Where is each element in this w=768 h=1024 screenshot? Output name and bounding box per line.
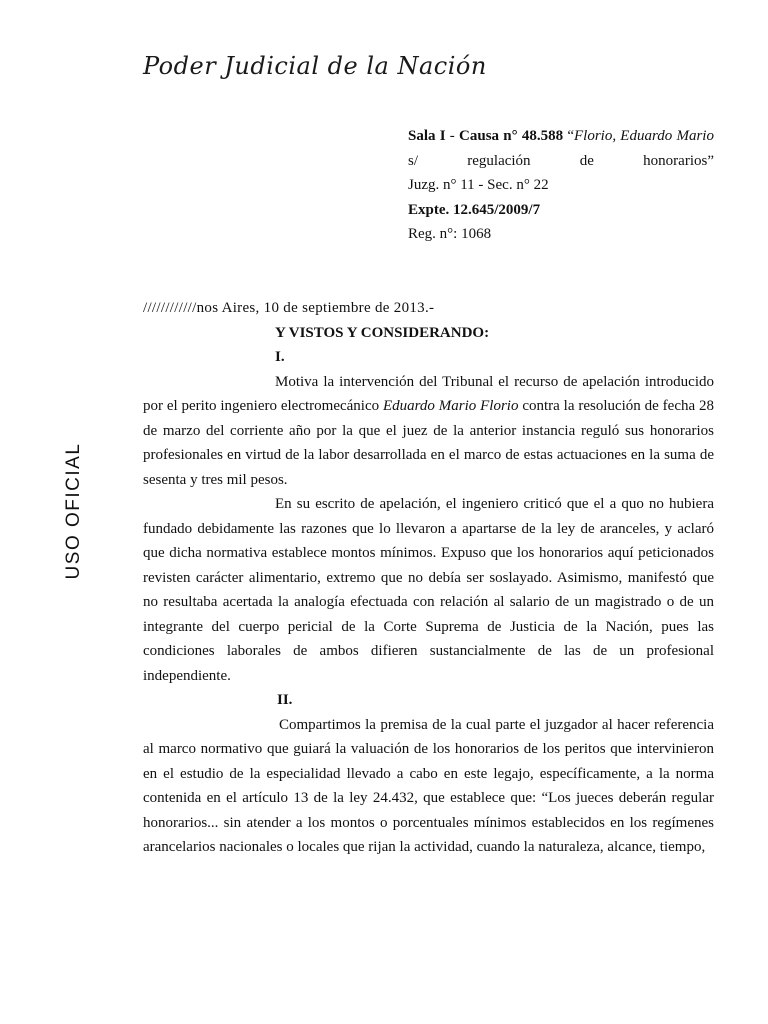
section-number-1: I. [275, 349, 285, 365]
case-caption [408, 124, 714, 247]
section-number-2: II. [277, 692, 293, 708]
paragraph-1-text-b: contra la resolución de fecha 28 de marzo del corriente año por la que el juez de la anterior instancia reguló sus honorarios profesionales en virtud de la labor desarrollada en el marco de estas actuaciones en la suma de sesenta y tres mil pesos. [143, 398, 714, 488]
side-stamp: USO OFICIAL [63, 442, 84, 580]
paragraph-1-text-a: Motiva la intervención del Tribunal el recurso de apelación introducido por el perito ingeniero electromecánico [143, 373, 714, 414]
letterhead-title: Poder Judicial de la Nación [143, 52, 487, 80]
party-name: Florio, Eduardo Mario [573, 128, 714, 144]
dateline: ////////////nos Aires, 10 de septiembre de 2013.- [143, 300, 435, 316]
causa-number: Causa n° 48.588 [459, 128, 564, 144]
caption-dash: - [445, 128, 460, 144]
resolution-body [143, 296, 714, 860]
registro-line: Reg. n°: 1068 [408, 226, 492, 242]
section-heading: Y VISTOS Y CONSIDERANDO: [275, 324, 490, 341]
appellant-name: Eduardo Mario Florio [382, 398, 519, 414]
expediente-number: Expte. 12.645/2009/7 [408, 201, 541, 218]
paragraph-3: Compartimos la premisa de la cual parte el juzgador al hacer referencia al marco normativo que guiará la valuación de los honorarios de los peritos que intervinieron en el estudio de la especialidad llevado a cabo en este legajo, específicamente, a la norma contenida en el artículo 13 de la ley 24.432, que establece que: “Los jueces deberán regular honorarios... sin atender a los montos o porcentuales mínimos establecidos en los regímenes arancelarios nacionales o locales que rijan la actividad, cuando la naturaleza, alcance, tiempo, [143, 716, 714, 855]
caption-line-case [408, 124, 714, 173]
juzgado-line: Juzg. n° 11 - Sec. n° 22 [408, 177, 549, 193]
case-subject: s/ regulación de honorarios” [408, 152, 714, 169]
paragraph-1 [143, 370, 714, 493]
quote-open: “ [563, 128, 574, 144]
sala-label: Sala I [408, 128, 446, 144]
paragraph-2: En su escrito de apelación, el ingeniero criticó que el a quo no hubiera fundado debidamente las razones que lo llevaron a apartarse de la ley de aranceles, y aclaró que dicha normativa establece montos mínimos. Expuso que los honorarios aquí peticionados revisten carácter alimentario, extremo que no debía ser soslayado. Asimismo, manifestó que no resultaba acertada la analogía efectuada con relación al salario de un magistrado o de un integrante del cuerpo pericial de la Corte Suprema de Justicia de la Nación, pues las condiciones laborales de ambos difieren sustancialmente de las de un profesional independiente. [143, 496, 714, 684]
expediente-line [408, 198, 714, 223]
